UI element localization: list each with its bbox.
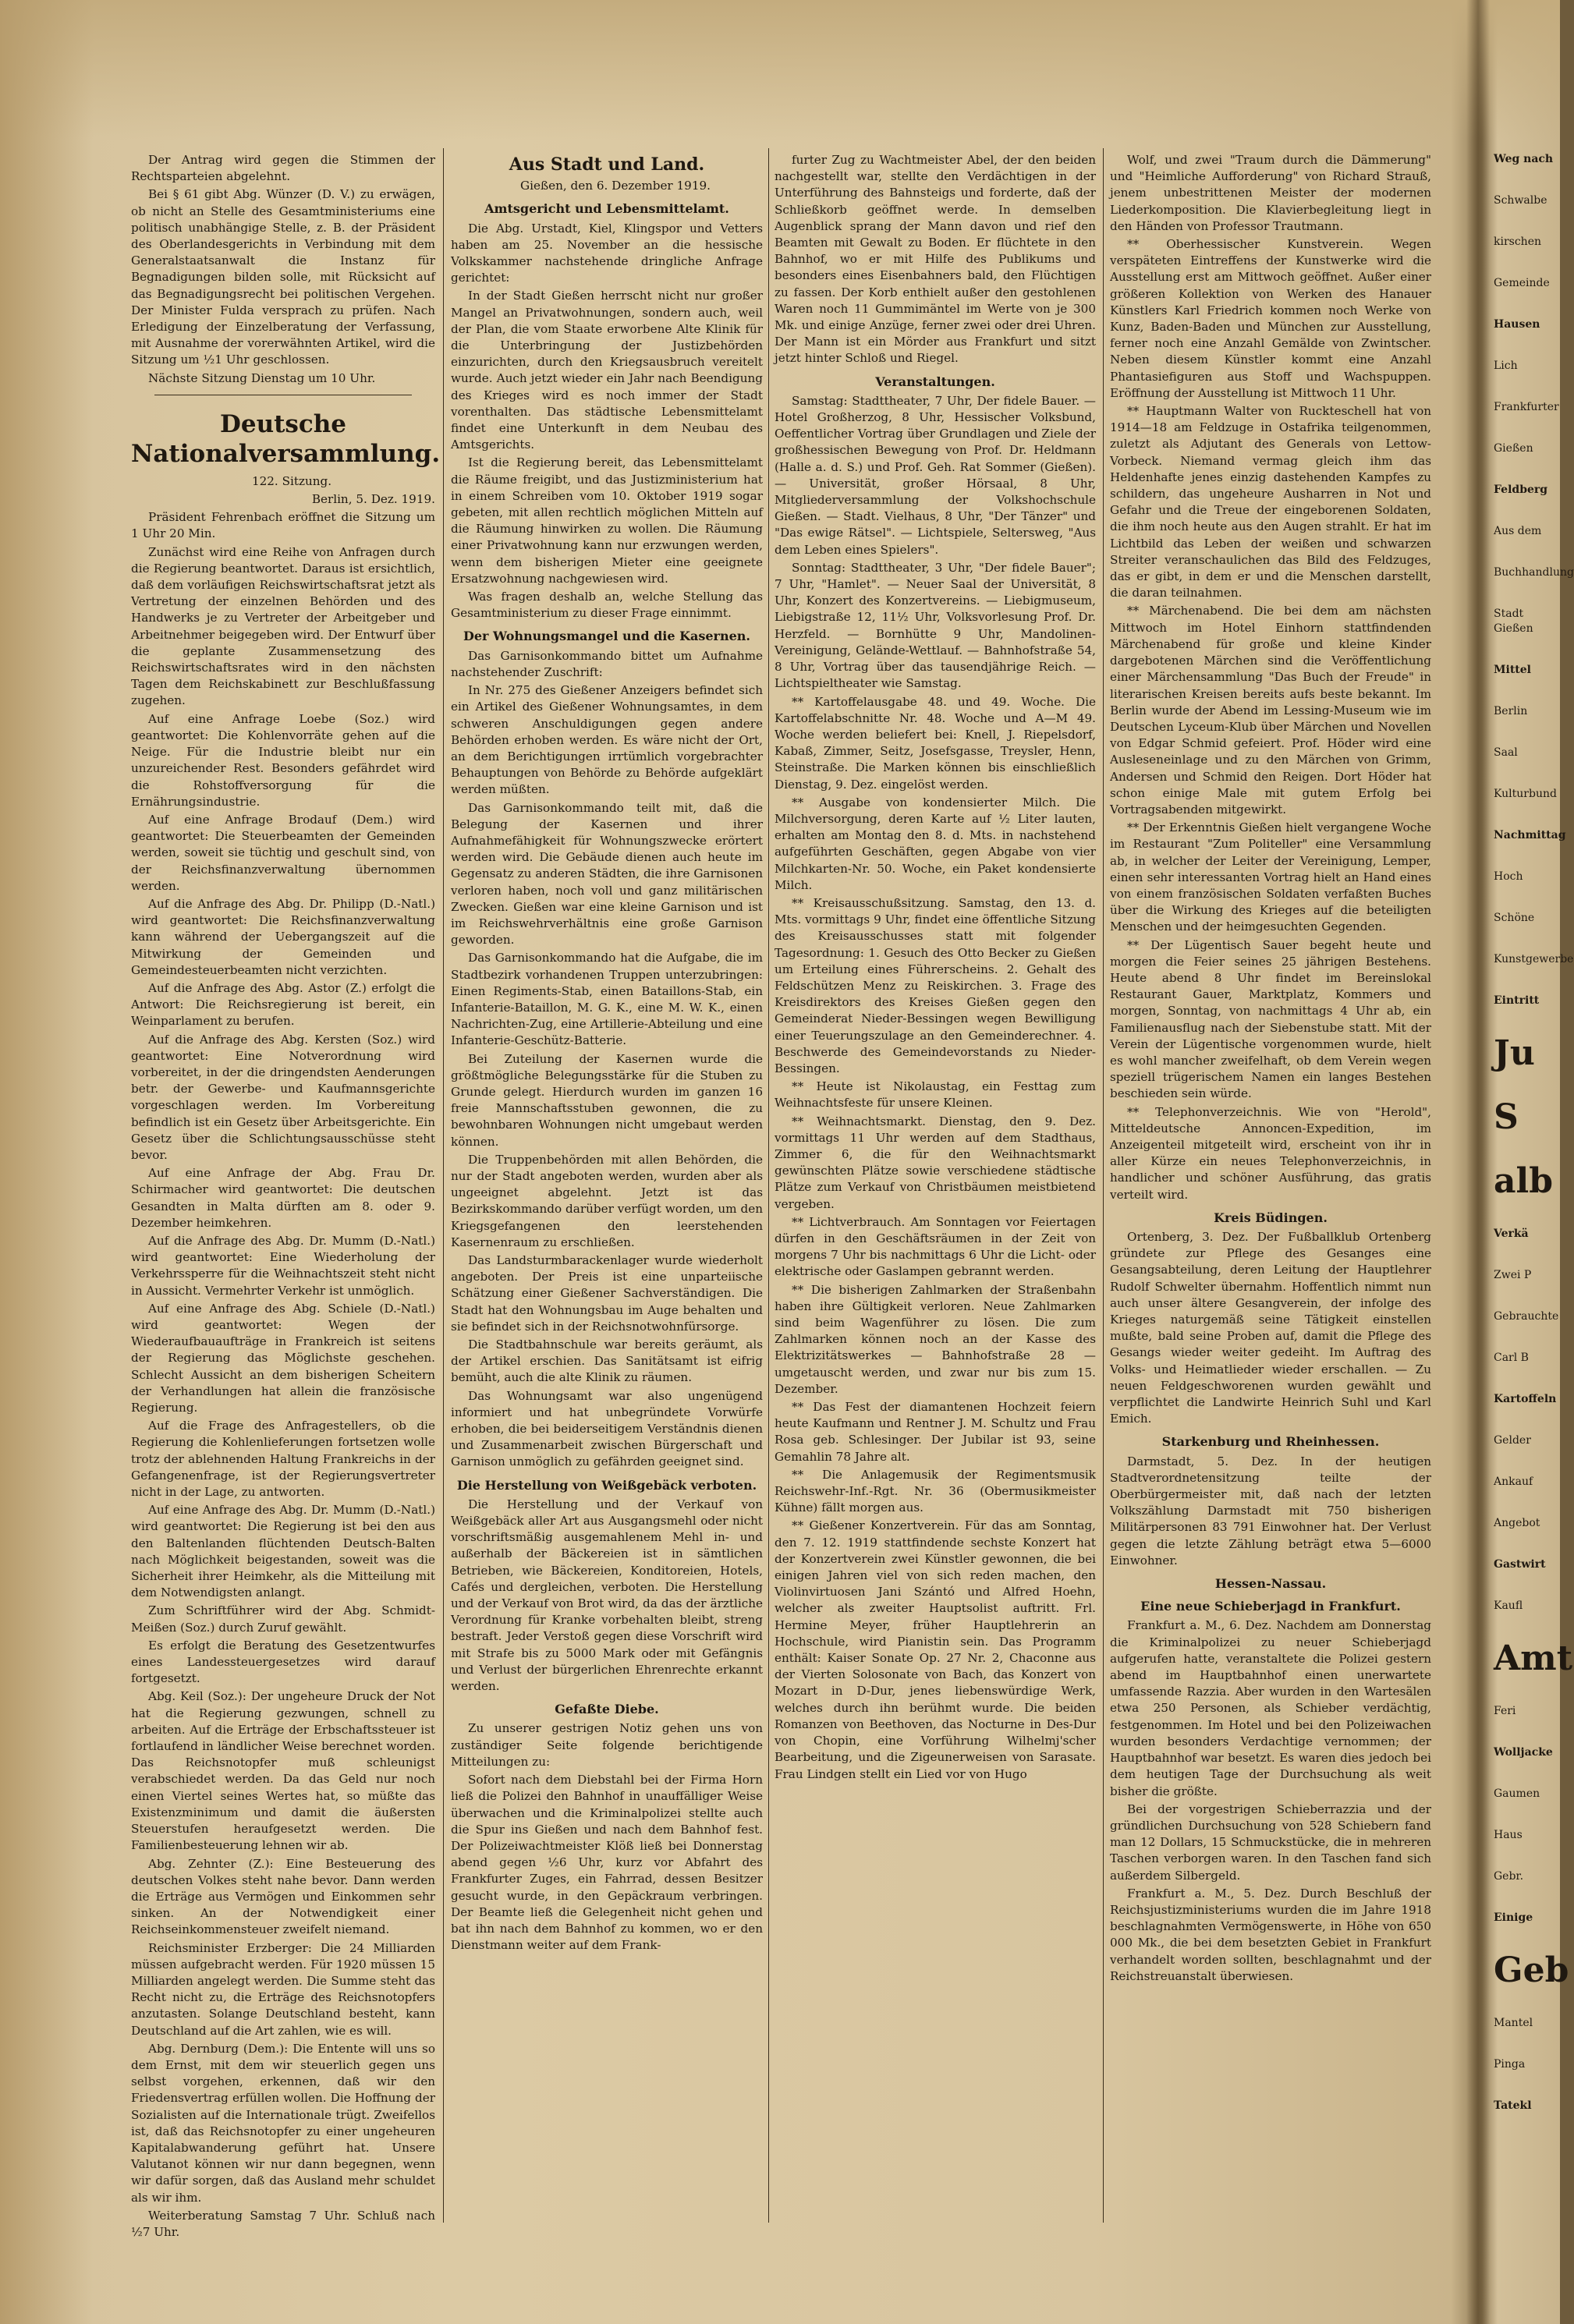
paragraph: Reichsminister Erzberger: Die 24 Milliarden müssen aufgebracht werden. Für 1920 müssen 15 Milliarden angelegt werden. Die Summe steht das Recht nicht zu, die Erträge des Reichsnotopfers anzutasten. Solange Deutschland besteht, kann Deutschland auf die Art zahlen, wie es will.	[131, 1940, 435, 2038]
ad-fragment: Feri	[1494, 1705, 1516, 1717]
ad-fragment: Buchhandlung	[1494, 566, 1574, 579]
paragraph: Was fragen deshalb an, welche Stellung das Gesamtministerium zu dieser Frage einnimmt.	[451, 590, 763, 621]
section-heading: Die Herstellung von Weißgebäck verboten.	[456, 1477, 757, 1493]
notice: ** Ausgabe von kondensierter Milch. Die Milchversorgung, deren Karte auf ½ Liter lauten, erhalten am Montag den 8. d. Mts. in nachstehend aufgeführten Geschäften, gegen Abgabe von vier Milchkarten-Nr. 50. Woche, ein Paket kondensierte Milch.	[775, 795, 1096, 892]
ad-fragment: Schwalbe	[1494, 194, 1547, 207]
article-amtsgericht	[451, 221, 763, 622]
notice: ** Der Erkenntnis Gießen hielt vergangene Woche im Restaurant "Zum Politeller" eine Versammlung ab, in welcher der Leiter der Vereinigung, Lemper, einen sehr interessanten Vortrag hielt an Hand eines von einem französischen Soldaten verfaßten Buches über die Wirkung des Krieges auf die beteiligten Menschen und der heimgesuchten Gegenden.	[1110, 820, 1431, 934]
paragraph: Sofort nach dem Diebstahl bei der Firma Horn ließ die Polizei den Bahnhof in unauffälliger Weise überwachen und die Kriminalpolizei stellte auch die Spur ins Gießen und nach dem Bahnhof fest. Der Polizeiwachtmeister Klöß ließ bei Donnerstag abend gegen ½6 Uhr, kurz vor Abfahrt des Frankfurter Zuges, ein Fahrrad, dessen Besitzer gesucht wurde, in den Gepäckraum verbringen. Der Beamte ließ die Gelegenheit nicht gehen und bat ihn nach dem Bahnhof zu kommen, wo er den Dienstmann weiter auf dem Frank-	[451, 1773, 763, 1953]
paragraph: Auf die Anfrage des Abg. Dr. Philipp (D.-Natl.) wird geantwortet: Die Reichsfinanzverwaltung kann während der Uebergangszeit auf die Mitwirkung der Gemeinden und Gemeindesteuerbeamten nicht verzichten.	[131, 896, 435, 977]
ad-fragment: Gastwirt	[1494, 1558, 1546, 1571]
concert-continued	[1110, 152, 1431, 235]
ad-fragment: Gaumen	[1494, 1787, 1540, 1800]
ad-fragment: Kartoffeln	[1494, 1393, 1557, 1405]
notice: ** Die Anlagemusik der Regimentsmusik Reichswehr-Inf.-Rgt. Nr. 36 (Obermusikmeister Kühne) fällt morgen aus.	[775, 1467, 1096, 1515]
paragraph: Das Garnisonkommando hat die Aufgabe, die im Stadtbezirk vorhandenen Truppen unterzubringen: Einen Regiments-Stab, einen Bataillons-Stab, ein Infanterie-Bataillon, M. G. K., eine M. W. K., einen Nachrichten-Zug, eine Artillerie-Abteilung und eine Infanterie-Geschütz-Batterie.	[451, 951, 763, 1048]
paragraph: Nächste Sitzung Dienstag um 10 Uhr.	[148, 370, 376, 385]
section-heading: Gefaßte Diebe.	[555, 1702, 659, 1717]
ad-fragment: Gebr.	[1494, 1870, 1524, 1883]
dateline: Gießen, den 6. Dezember 1919.	[519, 179, 711, 193]
column-regional	[1110, 152, 1431, 2242]
paragraph: Samstag: Stadttheater, 7 Uhr, Der fidele Bauer. — Hotel Großherzog, 8 Uhr, Hessischer Volksbund, Oeffentlicher Vortrag über Grundlagen und Ziele der großhessischen Bewegung von Prof. Dr. Heldmann (Halle a. d. S.) und Prof. Geh. Rat Sommer (Gießen). — Universität, großer Hörsaal, 8 Uhr, Mitgliederversammlung der Volkshochschule Gießen. — Stadt. Vielhaus, 8 Uhr, "Der Tänzer" und "Das ewige Rätsel". — Lichtspiele, Seltersweg, "Aus dem Leben eines Spielers".	[775, 393, 1096, 557]
notice: ** Kreisausschußsitzung. Samstag, den 13. d. Mts. vormittags 9 Uhr, findet eine öffentliche Sitzung des Kreisausschusses statt mit folgender Tagesordnung: 1. Gesuch des Otto Becker zu Gießen um Erteilung eines Führerscheins. 2. Gehalt des Feldschützen Menz zu Reiskirchen. 3. Frage des Kreisdirektors des Kreises Gießen gegen den Gemeinderat Nieder-Bessingen wegen Bewilligung einer Teuerungszulage an den Gemeinderechner. 4. Beschwerde des Gemeindevorstands zu Nieder-Bessingen.	[775, 895, 1096, 1075]
ad-fragment: Gemeinde	[1494, 277, 1550, 289]
paragraph: Auf eine Anfrage Loebe (Soz.) wird geantwortet: Die Kohlenvorräte gehen auf die Neige. Für die Industrie bleibt nur ein unzureichender Rest. Besonders gefährdet wird die Rohstoffversorgung für die Ernährungsindustrie.	[131, 711, 435, 809]
paragraph: Ortenberg, 3. Dez. Der Fußballklub Ortenberg gründete zur Pflege des Gesanges eine Gesangsabteilung, deren Leitung der Hauptlehrer Rudolf Schwelter übernahm. Hoffentlich nimmt nun auch unser ältere Gesangverein, der infolge des Krieges naturgemäß seine Tätigkeit einstellen mußte, bald seine Proben auf, damit die Pflege des Gesangs wieder weiter gedeiht. Im Auftrag des Volks- und Heimatlieder wieder erschallen. — Zu neuen Feldgeschworenen wurden gewählt und verpflichtet die Landwirte Heinrich Suhl und Karl Emich.	[1110, 1230, 1431, 1426]
paragraph: Das Wohnungsamt war also ungenügend informiert und hat unbegründete Vorwürfe erhoben, die bei beiderseitigem Verständnis dienen und Zusammenarbeit zwischen Bürgerschaft und Garnison unmöglich zu gefährden geeignet sind.	[451, 1388, 763, 1469]
session-number: 122. Sitzung.	[251, 473, 332, 488]
events-list	[775, 393, 1096, 693]
section-heading: Der Wohnungsmangel und die Kasernen.	[463, 629, 750, 644]
paragraph: Es erfolgt die Beratung des Gesetzentwurfes eines Landessteuergesetzes wird darauf fortgesetzt.	[131, 1638, 435, 1686]
paragraph: In der Stadt Gießen herrscht nicht nur großer Mangel an Privatwohnungen, sondern auch, weil der Plan, die vom Staate erworbene Alte Klinik für die Unterbringung der Justizbehörden einzurichten, durch den Kriegsausbruch vereitelt wurde. Auch jetzt wieder ein Jahr nach Beendigung des Krieges wird es noch immer der Stadt vorenthalten. Das städtische Lebensmittelamt findet eine Unterkunft in dem Neubau des Amtsgerichts.	[451, 289, 763, 452]
notice: ** Oberhessischer Kunstverein. Wegen verspäteten Eintreffens der Kunstwerke wird die Ausstellung erst am Mittwoch geöffnet. Außer einer größeren Kollektion von Werken des Hanauer Künstlers Karl Friedrich kommen noch Werke von Kunz, Baden-Baden und München zur Ausstellung, ferner noch eine Anzahl Gemälde von Zwintscher. Neben diesem Künstler kommt eine Anzahl Phantasiefiguren aus Stoff und Wachspuppen. Eröffnung der Ausstellung ist Mittwoch 11 Uhr.	[1110, 237, 1431, 400]
paragraph: Sonntag: Stadttheater, 3 Uhr, "Der fidele Bauer"; 7 Uhr, "Hamlet". — Neuer Saal der Universität, 8 Uhr, Konzert des Konzertvereins. — Liebigmuseum, Liebigstraße 12, 11½ Uhr, Volksvorlesung Prof. Dr. Herzfeld. — Bornhütte 9 Uhr, Mandolinen-Vereinigung, Gelände-Wettlauf. — Bahnhofstraße 54, 8 Uhr, Vortrag über das tausendjährige Reich. — Lichtspieltheater wie Samstag.	[775, 560, 1096, 691]
headline-nationalversammlung: Deutsche Nationalversammlung.	[131, 409, 441, 468]
column-parliament	[131, 152, 441, 2239]
ad-fragment: Mantel	[1494, 2017, 1533, 2029]
paragraph: Auf die Anfrage des Abg. Kersten (Soz.) wird geantwortet: Eine Notverordnung wird vorbereitet, in der die dringendsten Aenderungen betr. der Gewerbe- und Kaufmannsgerichte vorgeschlagen werden. Im Vorbereitung befindlich ist ein Gesetz über Arbeitsgerichte. Ein Gesetz über die Schlichtungsausschüsse steht bevor.	[131, 1032, 435, 1162]
ad-fragment: Hausen	[1494, 318, 1540, 331]
paragraph: Der Antrag wird gegen die Stimmen der Rechtsparteien abgelehnt.	[131, 153, 435, 184]
paragraph: Auf die Anfrage des Abg. Dr. Mumm (D.-Natl.) wird geantwortet: Eine Wiederholung der Verkehrssperre für die Weihnachtszeit steht nicht in Aussicht. Vermehrter Verkehr ist unmöglich.	[131, 1233, 435, 1298]
paragraph: Die Abg. Urstadt, Kiel, Klingspor und Vetters haben am 25. November an die hessische Volkskammer nachstehende dringliche Anfrage gerichtet:	[451, 221, 763, 285]
ad-fragment: Hoch	[1494, 870, 1523, 883]
section-heading: Hessen-Nassau.	[1214, 1576, 1327, 1592]
paragraph: Die Stadtbahnschule war bereits geräumt, als der Artikel erschien. Das Sanitätsamt ist eifrig bemüht, auch die alte Klinik zu räumen.	[451, 1337, 763, 1385]
paragraph: Bei der vorgestrigen Schieberrazzia und der gründlichen Durchsuchung von 528 Schiebern fand man 12 Dollars, 15 Schmuckstücke, die in mehreren Taschen verborgen waren. In den Taschen fand sich außerdem Silbergeld.	[1110, 1801, 1431, 1883]
ad-fragment: Geb	[1494, 1950, 1569, 1990]
paragraph: Bei Zuteilung der Kasernen wurde die größtmögliche Belegungsstärke für die Stuben zu Grunde gelegt. Hierdurch wurden im ganzen 16 freie Mannschaftsstuben gewonnen, die zu bewohnbaren Wohnungen nicht umgebaut werden können.	[451, 1051, 763, 1149]
adjacent-page-ads	[1494, 152, 1574, 2113]
column-adjacent-page	[1494, 152, 1574, 2242]
column-rule	[1103, 148, 1104, 2223]
paragraph: Abg. Dernburg (Dem.): Die Entente will uns so dem Ernst, mit dem wir steuerlich gegen uns selbst vorgehen, erkennen, daß wir den Friedensvertrag erfüllen wollen. Die Hoffnung der Sozialisten auf die Internationale trügt. Zweifellos ist, daß das Reichsnotopfer zu einer ungeheuren Kapitalabwanderung geführt hat. Unsere Valutanot können wir nur dann begegnen, wenn wir dafür sorgen, daß das Ausland mehr schuldet als wir ihm.	[131, 2041, 435, 2205]
local-notices	[775, 694, 1096, 1783]
ad-fragment: Feldberg	[1494, 484, 1548, 496]
article-weissgebaeck	[451, 1497, 763, 1695]
ad-fragment: Kulturbund	[1494, 788, 1557, 800]
notice: ** Märchenabend. Die bei dem am nächsten Mittwoch im Hotel Einhorn stattfindenden Märchenabend für große und kleine Kinder dargebotenen Märchen sind die Veröffentlichung einer Märchensammlung "Das Buch der Freude" in literarischen Kreisen bereits aufs beste bekannt. Im Berlin wurde der Abend im Lessing-Museum wie im Deutschen Lyceum-Klub über Märchen und Novellen von Edgar Schmid gefeiert. Prof. Höder wird eine Ausleseneinlage und zu den Märchen von Grimm, Andersen und Schmid den Reigen. Dort Höder hat schon einige Male mit gutem Erfolg bei Vortragsabenden mitgewirkt.	[1110, 604, 1431, 817]
headline-stadt-und-land: Aus Stadt und Land.	[509, 154, 705, 175]
ad-fragment: kirschen	[1494, 236, 1541, 248]
column-local-news	[451, 152, 763, 2242]
notice: ** Gießener Konzertverein. Für das am Sonntag, den 7. 12. 1919 stattfindende sechste Konzert hat der Konzertverein zwei Künstler gewonnen, die bei einigen Jahren viel von sich reden machen, den Violinvirtuosen Jani Szántó und Alfred Hoehn, welcher als zweiter Hauptsolist auftritt. Frl. Hermine Meyer, früher Hauptlehrerin an Hochschule, wird Pianistin sein. Das Programm enthält: Kaiser Sonate Op. 27 Nr. 2, Chaconne aus der Vierten Solosonate von Bach, das Konzert von Mozart in D-Dur, jenes liebenswürdige Werk, welches durch ihn berühmt wurde. Die beiden Romanzen von Beethoven, das Nocturne in Des-Dur von Chopin, eine Vorführung Wilhelmj'scher Bearbeitung, und die Zigeunerweisen von Sarasate. Frau Lindgen stellt ein Lied vor von Hugo	[775, 1518, 1096, 1781]
paragraph: furter Zug zu Wachtmeister Abel, der den beiden nachgestellt war, stellte den Verdächtigen in der Unterführung des Bahnsteigs und forderte, daß der Schließkorb geöffnet werde. In demselben Augenblick sprang der Mann davon und rief den Beamten mit Gewalt zu Boden. Er flüchtete in den Bahnhof, wo er mit Hilfe des Publikums und besonders eines Eisenbahners bald, den Flüchtigen zu fassen. Der Korb enthielt außer den gestohlenen Waren noch 11 Gummimäntel im Werte von je 300 Mk. und einige Anzüge, ferner zwei oder drei Uhren. Der Mann ist ein Mörder aus Frankfurt und sitzt jetzt hinter Schloß und Riegel.	[775, 153, 1096, 366]
ad-fragment: Nachmittag	[1494, 829, 1566, 841]
ad-fragment: Wolljacke	[1494, 1746, 1553, 1759]
section-heading: Amtsgericht und Lebensmittelamt.	[484, 201, 729, 217]
paragraph: Auf eine Anfrage Brodauf (Dem.) wird geantwortet: Die Steuerbeamten der Gemeinden werden, soweit sie tüchtig und geschult sind, von der Reichsfinanzverwaltung übernommen werden.	[131, 812, 435, 893]
ad-fragment: Amt	[1494, 1638, 1573, 1678]
ad-fragment: Zwei P	[1494, 1269, 1532, 1281]
notice: ** Der Lügentisch Sauer begeht heute und morgen die Feier seines 25 jährigen Bestehens. Heute abend 8 Uhr findet im Bereinslokal Restaurant Gauer, Marktplatz, Kommers und morgen, Sonntag, von nachmittags 4 Uhr ab, ein Familienausflug nach der Siebenstube statt. Mit der Verein der Lügentische vorgenommen wurde, hielt es wohl mancher zweifelhaft, ob dem Verein wegen speziell trügerischem Namen ein langes Bestehen beschieden sein würde.	[1110, 937, 1431, 1101]
ad-fragment: Aus dem	[1494, 525, 1542, 537]
local-notices	[1110, 236, 1431, 1203]
paragraph: Wolf, und zwei "Traum durch die Dämmerung" und "Heimliche Aufforderung" von Richard Strauß, jenem unbestrittenen Meister der modernen Liederkomposition. Die Klavierbegleitung liegt in den Händen von Professor Trautmann.	[1110, 153, 1431, 233]
ad-fragment: Haus	[1494, 1829, 1523, 1841]
ad-fragment: Schöne	[1494, 912, 1535, 924]
ad-fragment: Lich	[1494, 360, 1518, 372]
ad-fragment: Einige	[1494, 1911, 1533, 1924]
section-subheading: Eine neue Schieberjagd in Frankfurt.	[1140, 1599, 1401, 1614]
article-buedingen	[1110, 1229, 1431, 1427]
page-shadow-left	[0, 0, 94, 2324]
notice: ** Die bisherigen Zahlmarken der Straßenbahn haben ihre Gültigkeit verloren. Neue Zahlmarken sind beim Wagenführer zu lösen. Die zum Zahlmarken können noch an der Kasse des Elektrizitätswerkes — Bahnhofstraße 28 — umgetauscht werden, und zwar nur bis zum 15. Dezember.	[775, 1282, 1096, 1396]
ad-fragment: Weg nach	[1494, 153, 1554, 165]
paragraph: Auf eine Anfrage des Abg. Schiele (D.-Natl.) wird geantwortet: Wegen der Wiederaufbauaufträge in Frankreich ist seitens der Regierung das Möglichste geschehen. Schlecht Aussicht an dem bisherigen Scheitern der Verhandlungen hat allein die französische Regierung.	[131, 1301, 435, 1415]
paragraph: Zu unserer gestrigen Notiz gehen uns von zuständiger Seite folgende berichtigende Mitteilungen zu:	[451, 1721, 763, 1769]
paragraph: Zunächst wird eine Reihe von Anfragen durch die Regierung beantwortet. Daraus ist ersichtlich, daß dem vorläufigen Reichswirtschaftsrat jetzt als Vertretung der einzelnen Behörden und des Handwerks je zu Vertreter der Arbeitgeber und Arbeitnehmer beigegeben wird. Der Entwurf über die geplante Zusammensetzung des Reichswirtschaftsrates wird in den nächsten Tagen dem Reichskabinett zur Beschlußfassung zugehen.	[131, 544, 435, 708]
page-shadow-top	[0, 0, 1560, 140]
parliament-continuation	[131, 152, 435, 387]
paragraph: Bei § 61 gibt Abg. Wünzer (D. V.) zu erwägen, ob nicht an Stelle des Gesamtministeriums eine politisch unabhängige Stelle, z. B. der Präsident des Oberlandesgerichts in Verbindung mit dem Generalstaatsanwalt die Instanz für Begnadigungen bilden solle, mit Rücksicht auf das Begnadigungsrecht bei politischen Vergehen. Der Minister Fulda versprach zu prüfen. Nach Erledigung der Einzelberatung der Verfassung, mit Ausnahme der vorerwähnten Artikel, wird die Sitzung um ½1 Uhr geschlossen.	[131, 187, 435, 367]
page-fold	[1466, 0, 1490, 2324]
paragraph: Auf eine Anfrage der Abg. Frau Dr. Schirmacher wird geantwortet: Die deutschen Gesandten in Malta dürften am 8. oder 9. Dezember heimkehren.	[131, 1166, 435, 1230]
dateline: Berlin, 5. Dez. 1919.	[311, 492, 435, 507]
notice: ** Kartoffelausgabe 48. und 49. Woche. Die Kartoffelabschnitte Nr. 48. Woche und A—M 49. Woche werden beliefert bei: Knell, J. Riepelsdorf, Kabaß, Zimmer, Seitz, Josefsgasse, Treysler, Henn, Steinstraße. Die Marken können bis einschließlich Dienstag, 9. Dez. eingelöst werden.	[775, 694, 1096, 792]
notice: ** Hauptmann Walter von Ruckteschell hat von 1914—18 am Feldzuge in Ostafrika teilgenommen, zuletzt als Adjutant des Generals von Lettow-Vorbeck. Niemand vermag gleich ihm das Heldenhafte jenes einzig dastehenden Kampfes zu schildern, das ungeheure Ausharren in Not und Gefahr und die Treue der eingeborenen Soldaten, die ihm noch heute aus den Augen strahlt. Er hat im Lichtbild das Leben der weißen und schwarzen Streiter veranschaulichen das Bild des Feldzuges, das er gibt, in dem er und die Menschen darstellt, die daran teilnahmen.	[1110, 404, 1431, 600]
section-heading: Starkenburg und Rheinhessen.	[1161, 1434, 1380, 1450]
ad-fragment: Tatekl	[1494, 2099, 1532, 2112]
notice: ** Lichtverbrauch. Am Sonntagen vor Feiertagen dürfen in den Geschäftsräumen in der Zeit von morgens 7 Uhr bis nachmittags 6 Uhr die Licht- oder elektrische oder Gaslampen gebrannt werden.	[775, 1214, 1096, 1279]
paragraph: Frankfurt a. M., 5. Dez. Durch Beschluß der Reichsjustizministeriums wurden die im Jahre 1918 beschlagnahmten Vermögenswerte, in Höhe von 650 000 Mk., die bei dem besetzten Gebiet in Frankfurt verhandelt worden sollten, beschlagnahmt und der Reichstreuanstalt überwiesen.	[1110, 1886, 1431, 1983]
notice: ** Weihnachtsmarkt. Dienstag, den 9. Dez. vormittags 11 Uhr werden auf dem Stadthaus, Zimmer 6, die für den Weihnachtsmarkt gewünschten Plätze sowie verschiedene städtische Plätze zum Verkauf von Christbäumen meistbietend vergeben.	[775, 1114, 1096, 1211]
paragraph: Ist die Regierung bereit, das Lebensmittelamt die Räume freigibt, und das Justizministerium hat in einem Schreiben vom 10. Oktober 1919 sogar gebeten, mit allen rechtlich möglichen Mitteln auf die Räumung hinwirken zu wollen. Die Räumung einer Privatwohnung kann nur erzwungen werden, wenn dem bisherigen Mieter eine geeignete Ersatzwohnung nachgewiesen wird.	[451, 455, 763, 586]
section-heading: Kreis Büdingen.	[1214, 1210, 1328, 1225]
ad-fragment: Stadt Gießen	[1494, 608, 1533, 635]
ad-fragment: S	[1494, 1097, 1519, 1137]
paragraph: Abg. Zehnter (Z.): Eine Besteuerung des deutschen Volkes steht nahe bevor. Dann werden die Erträge aus Vermögen und Einkommen sehr sinken. An der Notwendigkeit einer Reichseinkommensteuer zweifelt niemand.	[131, 1856, 435, 1937]
ad-fragment: Ju	[1494, 1033, 1535, 1073]
paragraph: Auf die Frage des Anfragestellers, ob die Regierung die Kohlenlieferungen fortsetzen wolle trotz der ablehnenden Haltung Frankreichs in der Gefangenenfrage, ist der Regierungsvertreter nicht in der Lage, zu antworten.	[131, 1419, 435, 1500]
ad-fragment: Eintritt	[1494, 994, 1540, 1007]
paragraph: Frankfurt a. M., 6. Dez. Nachdem am Donnerstag die Kriminalpolizei zu neuer Schieberjagd aufgerufen hatte, veranstaltete die Polizei gestern abend im Hauptbahnhof einen unerwartete umfassende Razzia. Aber wurden in den Wartesälen etwa 250 Personen, als Schieber verdächtig, festgenommen. Im Hotel und bei den Polizeiwachen wurden besonders Verdachtige vernommen; der Hauptbahnhof war besetzt. Es waren dies jedoch bei dem heutigen Tage der Durchsuchung als weit bisher die größte.	[1110, 1618, 1431, 1798]
paragraph: Darmstadt, 5. Dez. In der heutigen Stadtverordnetensitzung teilte der Oberbürgermeister mit, daß nach der letzten Volkszählung Darmstadt mit 750 bisherigen Militärpersonen 83 791 Einwohner hat. Der Verlust gegen die letzte Zählung beträgt etwa 5—6000 Einwohner.	[1110, 1454, 1431, 1568]
ad-fragment: Mittel	[1494, 664, 1531, 676]
article-frankfurt	[1110, 1617, 1431, 1984]
paragraph: Die Herstellung und der Verkauf von Weißgebäck aller Art aus Ausgangsmehl oder nicht vorschriftsmäßig ausgemahlenem Mehl in- und außerhalb der Bäckereien ist in sämtlichen Betrieben, wie Bäckereien, Konditoreien, Hotels, Cafés und dergleichen, verboten. Die Herstellung und der Verkauf von Brot wird, da das der ärztliche Verordnung für Kranke vorbehalten bleibt, streng bestraft. Jeder Verstoß gegen diese Vorschrift wird mit Strafe bis zu 5000 Mark oder mit Gefängnis und Verlust der bürgerlichen Ehrenrechte erkannt werden.	[451, 1497, 763, 1694]
section-heading: Veranstaltungen.	[875, 374, 995, 389]
ad-fragment: Kaufl	[1494, 1600, 1523, 1612]
paragraph: Zum Schriftführer wird der Abg. Schmidt-Meißen (Soz.) durch Zuruf gewählt.	[131, 1603, 435, 1635]
notice: ** Heute ist Nikolaustag, ein Festtag zum Weihnachtsfeste für unsere Kleinen.	[775, 1079, 1096, 1111]
ad-fragment: Carl B	[1494, 1352, 1529, 1364]
column-rule	[768, 148, 769, 2223]
notice: ** Telephonverzeichnis. Wie von "Herold", Mitteldeutsche Annoncen-Expedition, im Anzeigenteil mitgeteilt wird, erscheint von ihr in aller Kürze ein neues Telephonverzeichnis, in handlicher und schöner Ausführung, das gratis verteilt wird.	[1110, 1104, 1431, 1202]
paragraph: Das Garnisonkommando bittet um Aufnahme nachstehender Zuschrift:	[451, 648, 763, 679]
article-diebe-continued	[775, 152, 1096, 367]
ad-fragment: Saal	[1494, 746, 1518, 759]
paragraph: Das Landsturmbarackenlager wurde wiederholt angeboten. Der Preis ist eine unparteiische Schätzung einer Gießener Sachverständigen. Die Stadt hat den Wohnungsbau im Auge behalten und sie befindet sich in der Reichsnotwohnfürsorge.	[451, 1253, 763, 1334]
column-events	[775, 152, 1096, 2242]
ad-fragment: Gelder	[1494, 1434, 1531, 1447]
ad-fragment: alb	[1494, 1161, 1553, 1201]
paragraph: Weiterberatung Samstag 7 Uhr. Schluß nach ½7 Uhr.	[131, 2208, 435, 2239]
ad-fragment: Ankauf	[1494, 1476, 1533, 1488]
paragraph: Das Garnisonkommando teilt mit, daß die Belegung der Kasernen und ihrer Aufnahmefähigkeit für Wohnungszwecke erörtert werden wird. Die Gebäude dienen auch heute im Gegensatz zu anderen Städten, die ihre Garnisonen verloren haben, noch voll und ganz militärischen Zwecken. Gießen war eine kleine Garnison und ist im Reichswehrverhältnis eine große Garnison geworden.	[451, 800, 763, 948]
paragraph: In Nr. 275 des Gießener Anzeigers befindet sich ein Artikel des Gießener Wohnungsamtes, in dem schweren Anschuldigungen gegen andere Behörden erhoben werden. Es wäre nicht der Ort, an dem Berichtigungen irrtümlich vorgebrachter Behauptungen von Behörde zu Behörde aufgeklärt werden müßten.	[451, 683, 763, 797]
paragraph: Abg. Keil (Soz.): Der ungeheure Druck der Not hat die Regierung gezwungen, schnell zu arbeiten. Auf die Erträge der Erbschaftssteuer ist fortlaufend in ländlicher Weise berechnet worden. Das Reichsnotopfer muß schleunigst verabschiedet werden. Da das Geld nur noch einen Viertel seines Wertes hat, so müßte das Existenzminimum und damit die äußersten Steuerstufen heraufgesetzt werden. Die Familienbesteuerung lehnen wir ab.	[131, 1689, 435, 1853]
ad-fragment: Angebot	[1494, 1517, 1540, 1529]
ad-fragment: Frankfurter	[1494, 401, 1559, 413]
ad-fragment: Verkä	[1494, 1228, 1529, 1240]
paragraph: Auf eine Anfrage des Abg. Dr. Mumm (D.-Natl.) wird geantwortet: Die Regierung ist bei den aus den Baltenlanden flüchtenden Deutsch-Balten nach Möglichkeit beigestanden, soweit was die Sicherheit ihrer Heimkehr, als die Mitteilung mit dem Notwendigsten anlangt.	[131, 1503, 435, 1600]
paragraph: Die Truppenbehörden mit allen Behörden, die nur der Stadt angeboten werden, wurden aber als ungeeignet abgelehnt. Jetzt ist das Bezirkskommando darüber verfügt worden, um den Kriegsgefangenen den leerstehenden Kasernenraum zu erschließen.	[451, 1152, 763, 1249]
article-kasernen	[451, 648, 763, 1471]
parliament-report	[131, 509, 435, 2241]
article-starkenburg	[1110, 1454, 1431, 1569]
column-rule	[443, 148, 444, 2223]
ad-fragment: Gebrauchte	[1494, 1310, 1559, 1323]
article-diebe	[451, 1720, 763, 1954]
ad-fragment: Pinga	[1494, 2058, 1526, 2071]
paragraph: Auf die Anfrage des Abg. Astor (Z.) erfolgt die Antwort: Die Reichsregierung ist bereit, ein Weinparlament zu berufen.	[131, 980, 435, 1029]
ad-fragment: Gießen	[1494, 442, 1533, 455]
ad-fragment: Berlin	[1494, 705, 1528, 717]
notice: ** Das Fest der diamantenen Hochzeit feiern heute Kaufmann und Rentner J. M. Schultz und Frau Rosa geb. Schlesinger. Der Jubilar ist 93, seine Gemahlin 78 Jahre alt.	[775, 1400, 1096, 1464]
paragraph: Präsident Fehrenbach eröffnet die Sitzung um 1 Uhr 20 Min.	[131, 510, 435, 541]
ad-fragment: Kunstgewerbe	[1494, 953, 1574, 965]
